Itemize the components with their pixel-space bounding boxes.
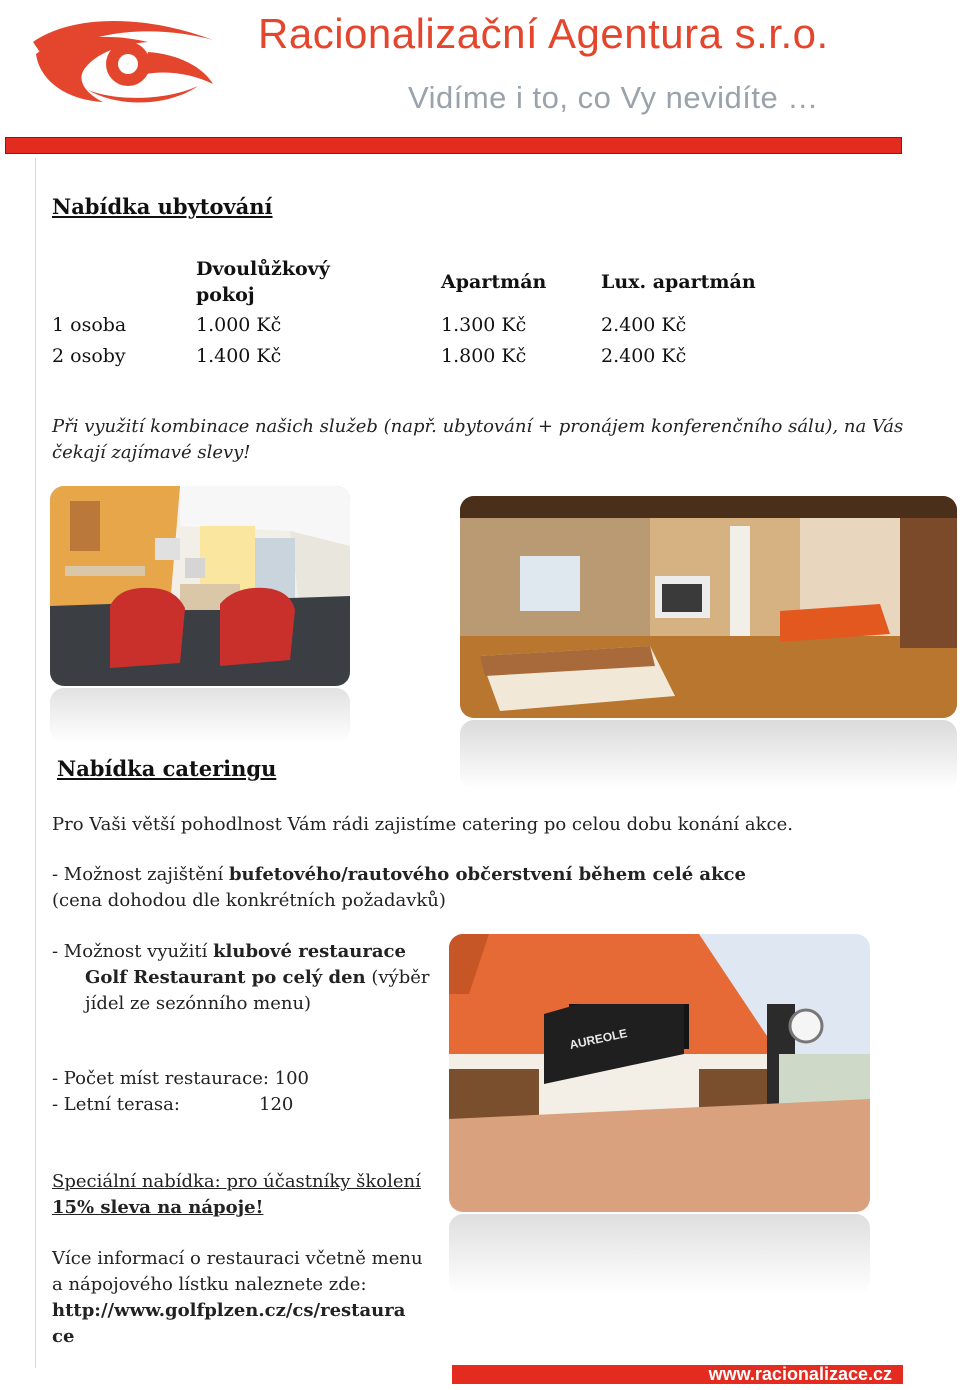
buffet-prefix: - Možnost zajištění (52, 864, 229, 885)
terrace-capacity-value: 120 (259, 1094, 294, 1115)
price-cell: 1.000 Kč (196, 314, 282, 336)
room-photo (50, 486, 350, 686)
more-info-line-2: a nápojového lístku naleznete zde: (52, 1274, 367, 1295)
catering-item-buffet (52, 862, 922, 914)
discount-note: Při využití kombinace našich služeb (např. ubytování + pronájem konferenčního sálu), na Vás čekají zajímavé slevy! (52, 416, 904, 463)
more-info-line-1: Více informací o restauraci včetně menu (52, 1248, 423, 1269)
restaurant-photo (449, 934, 870, 1212)
buffet-bold: bufetového/rautového občerstvení během celé akce (228, 864, 746, 885)
row-label-2-persons: 2 osoby (52, 345, 126, 367)
terrace-capacity-label: - Letní terasa: (52, 1094, 180, 1115)
row-label-1-person: 1 osoba (52, 314, 127, 336)
apartment-photo (460, 496, 957, 718)
restaurant-photo-reflection (449, 1214, 870, 1294)
left-margin-rule (35, 158, 36, 1368)
restaurant-bold-2: Golf Restaurant po celý den (85, 967, 366, 988)
restaurant-capacity-value: 100 (274, 1068, 310, 1089)
restaurant-capacity-label: - Počet míst restaurace: (52, 1068, 269, 1089)
special-offer-discount: 15% sleva na nápoje! (52, 1197, 264, 1218)
price-cell: 1.400 Kč (196, 345, 282, 367)
header-bar (5, 137, 902, 154)
catering-heading: Nabídka cateringu (57, 756, 277, 781)
awning-text: AUREOLE (568, 1026, 629, 1052)
buffet-suffix: (cena dohodou dle konkrétních požadavků) (52, 890, 446, 911)
restaurant-capacity (52, 1066, 309, 1092)
room-photo-reflection (50, 688, 350, 743)
column-header-apartment: Apartmán (441, 271, 547, 293)
column-header-lux-apartment: Lux. apartmán (601, 271, 756, 293)
footer-url[interactable]: www.racionalizace.cz (708, 1364, 892, 1384)
tagline: Vidíme i to, co Vy nevidíte … (408, 80, 819, 115)
catering-intro: Pro Vaši větší pohodlnost Vám rádi zajistíme catering po celou dobu konání akce. (52, 814, 794, 835)
column-header-double-room: Dvoulůžkový pokoj (196, 258, 330, 306)
catering-item-restaurant (52, 939, 442, 1017)
eye-logo-icon (28, 12, 218, 107)
price-cell: 2.400 Kč (601, 345, 687, 367)
price-cell: 2.400 Kč (601, 314, 687, 336)
restaurant-suffix: (výběr jídel ze sezónního menu) (85, 967, 430, 1014)
footer-bar (452, 1365, 903, 1384)
restaurant-prefix: - Možnost využití (52, 941, 214, 962)
special-offer-line: Speciální nabídka: pro účastníky školení (52, 1171, 421, 1192)
restaurant-bold-1: klubové restaurace (213, 941, 406, 962)
company-name: Racionalizační Agentura s.r.o. (258, 10, 829, 57)
accommodation-heading: Nabídka ubytování (52, 194, 273, 219)
price-cell: 1.300 Kč (441, 314, 527, 336)
apartment-photo-reflection (460, 720, 957, 790)
restaurant-link-continued[interactable]: ce (52, 1326, 75, 1347)
price-cell: 1.800 Kč (441, 345, 527, 367)
restaurant-link[interactable]: http://www.golfplzen.cz/cs/restaura (52, 1300, 406, 1321)
